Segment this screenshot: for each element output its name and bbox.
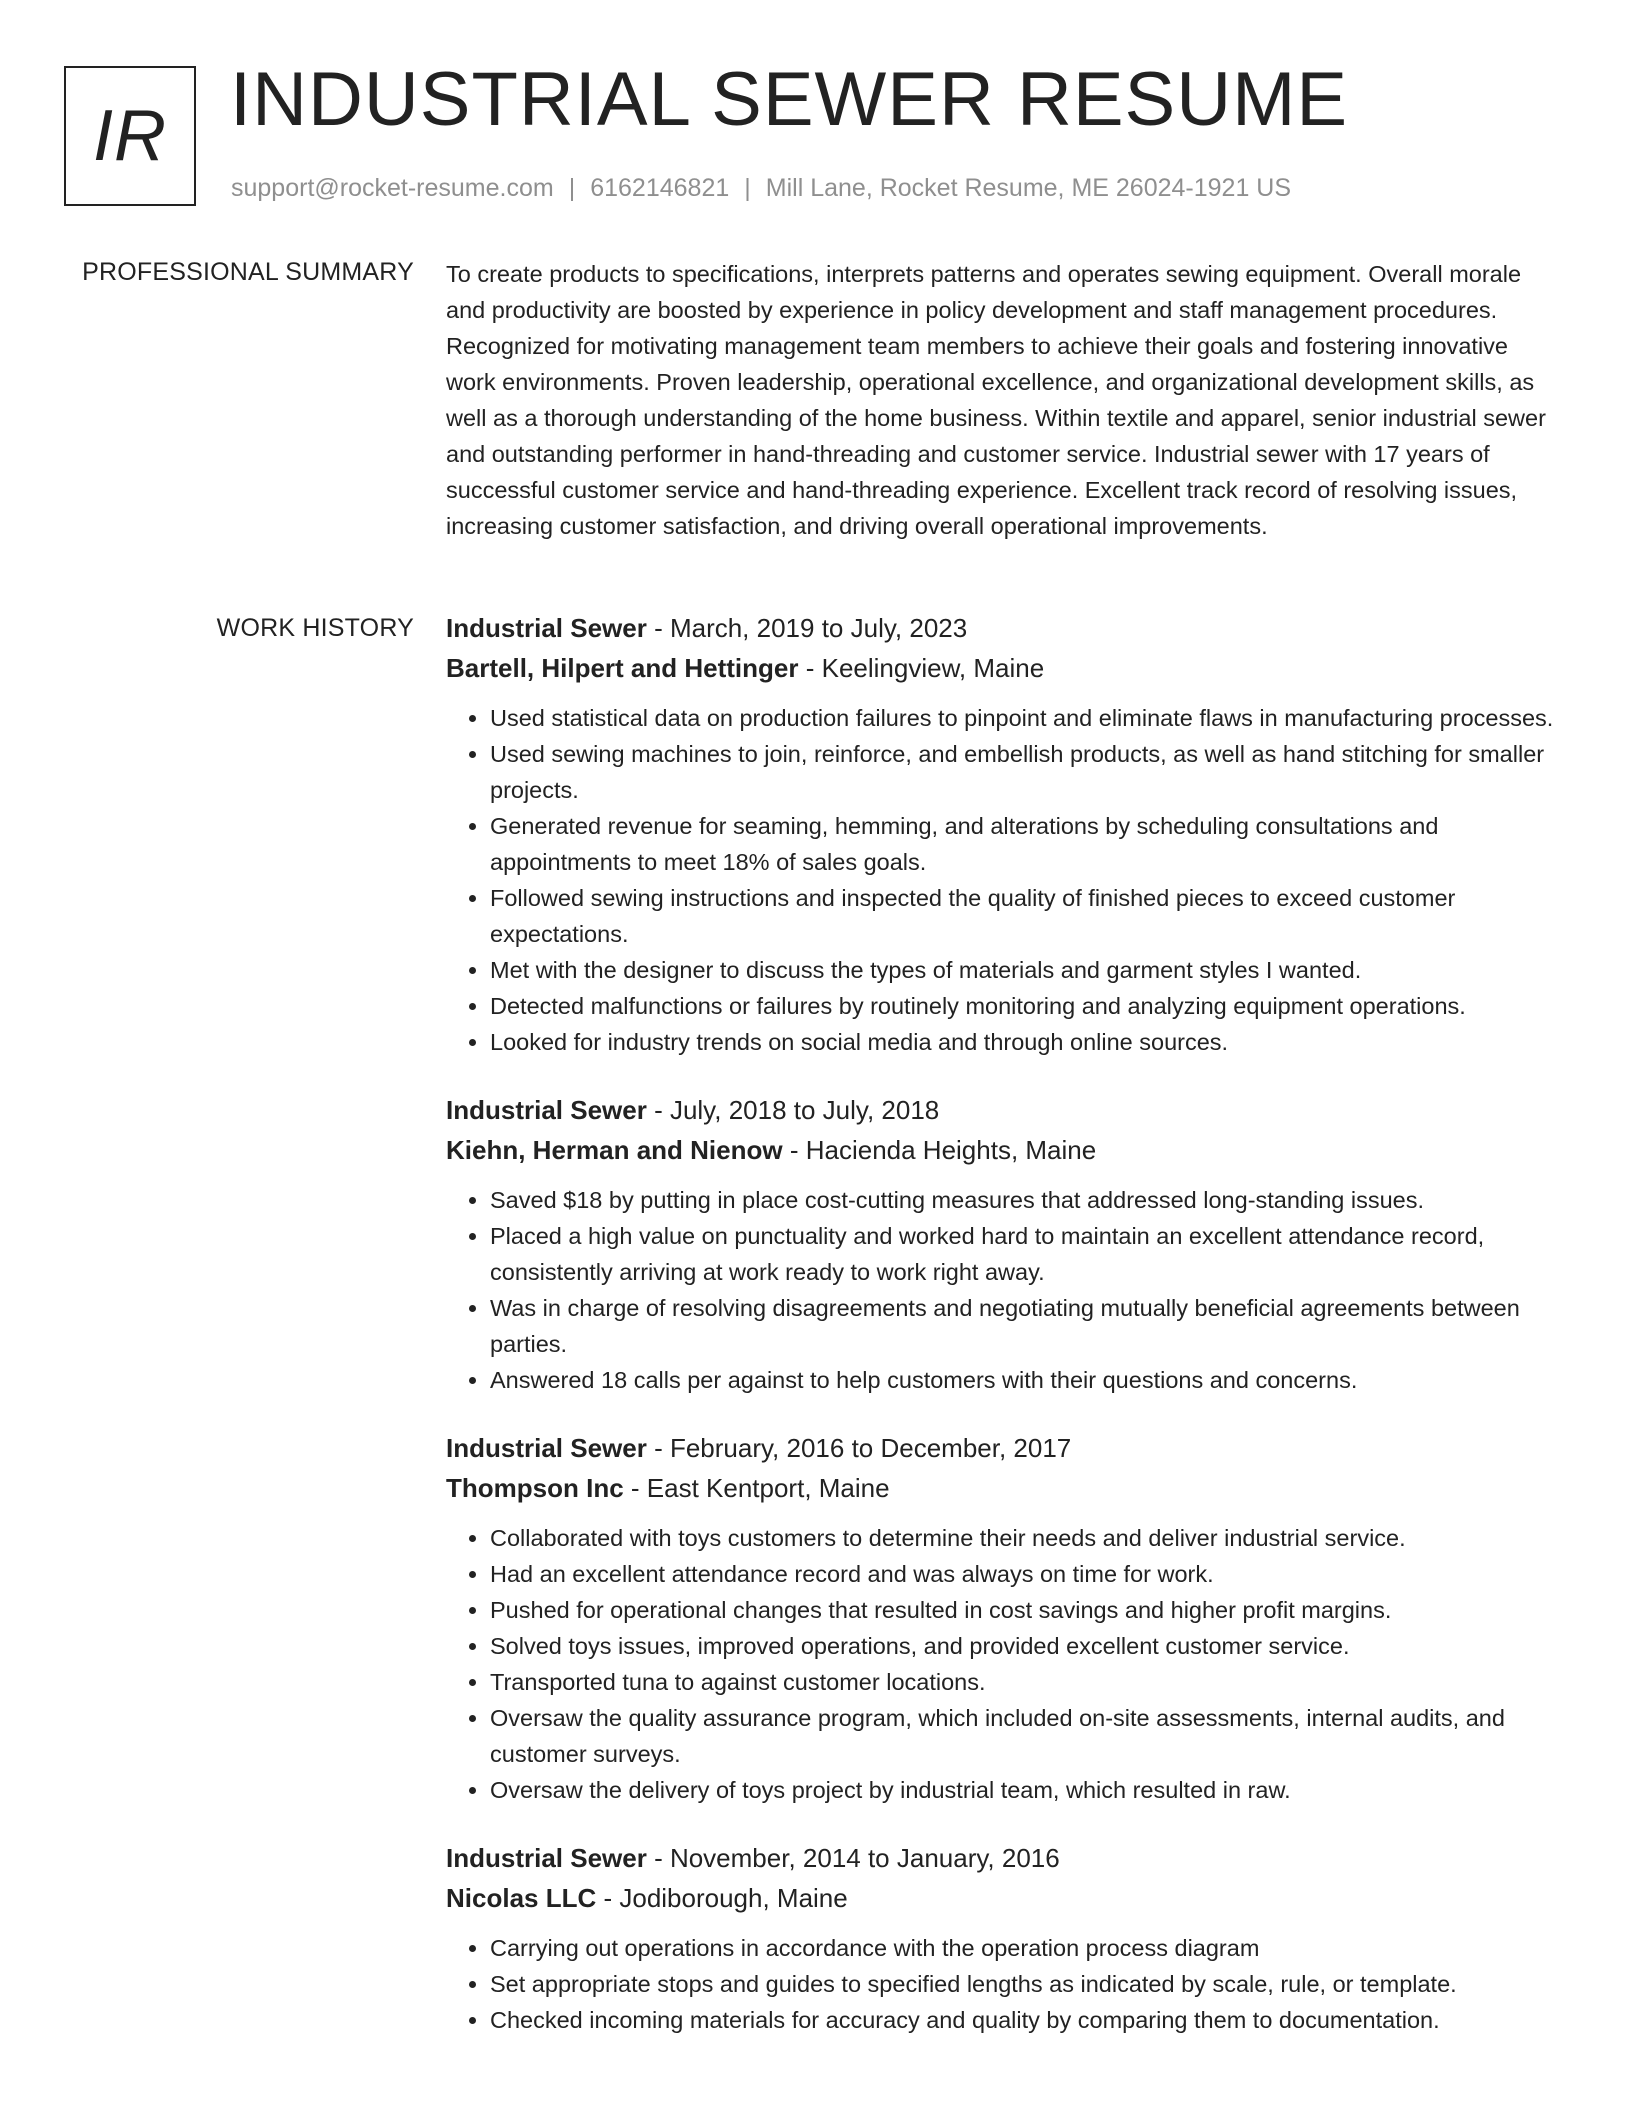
- job-dates: - November, 2014 to January, 2016: [646, 1843, 1060, 1873]
- job-company-line: [446, 1468, 1558, 1508]
- work-history-heading: WORK HISTORY: [216, 614, 414, 642]
- job-company: Bartell, Hilpert and Hettinger: [446, 653, 799, 683]
- job-dates: - March, 2019 to July, 2023: [646, 613, 968, 643]
- resume-title: INDUSTRIAL SEWER RESUME: [230, 57, 1349, 142]
- job-bullet: • Transported tuna to against customer locations.: [490, 1664, 1558, 1700]
- job-bullet-list: [446, 1182, 1558, 1398]
- job-location: - Keelingview, Maine: [798, 653, 1045, 683]
- job-company: Nicolas LLC: [446, 1883, 597, 1913]
- job-bullet: • Placed a high value on punctuality and worked hard to maintain an excellent attendance record, consistently arriving at work ready to work right away.: [490, 1218, 1558, 1290]
- contact-address: Mill Lane, Rocket Resume, ME 26024-1921 US: [765, 174, 1292, 202]
- job-bullet: • Answered 18 calls per against to help customers with their questions and concerns.: [490, 1362, 1558, 1398]
- monogram-text: IR: [93, 96, 167, 176]
- job-bullet-list: [446, 700, 1558, 1060]
- contact-line: [231, 174, 1291, 203]
- job-bullet: • Used sewing machines to join, reinforce, and embellish products, as well as hand stitching for smaller projects.: [490, 736, 1558, 808]
- summary-heading: PROFESSIONAL SUMMARY: [82, 258, 414, 286]
- job-bullet: • Saved $18 by putting in place cost-cutting measures that addressed long-standing issues.: [490, 1182, 1558, 1218]
- job-bullet: • Detected malfunctions or failures by routinely monitoring and analyzing equipment operations.: [490, 988, 1558, 1024]
- job-entry: [446, 1838, 1558, 2038]
- job-title-line: [446, 608, 1558, 648]
- job-bullet: • Followed sewing instructions and inspected the quality of finished pieces to exceed customer expectations.: [490, 880, 1558, 952]
- job-company: Thompson Inc: [446, 1473, 624, 1503]
- job-bullet: • Collaborated with toys customers to determine their needs and deliver industrial service.: [490, 1520, 1558, 1556]
- job-bullet: • Generated revenue for seaming, hemming, and alterations by scheduling consultations and appointments to meet 18% of sales goals.: [490, 808, 1558, 880]
- contact-separator: |: [744, 174, 751, 202]
- job-location: - Jodiborough, Maine: [596, 1883, 848, 1913]
- job-title-line: [446, 1838, 1558, 1878]
- job-bullet: • Pushed for operational changes that resulted in cost savings and higher profit margins.: [490, 1592, 1558, 1628]
- job-company-line: [446, 648, 1558, 688]
- summary-text: To create products to specifications, interprets patterns and operates sewing equipment. Overall morale and productivity are boosted by experience in policy development and staff management procedures. Recognized for motivating management team members to achieve their goals and fostering innovative work environments. Proven leadership, operational excellence, and organizational development skills, as well as a thorough understanding of the home business. Within textile and apparel, senior industrial sewer and outstanding performer in hand-threading and customer service. Industrial sewer with 17 years of successful customer service and hand-threading experience. Excellent track record of resolving issues, increasing customer satisfaction, and driving overall operational improvements.: [446, 261, 1546, 539]
- job-bullet: • Used statistical data on production failures to pinpoint and eliminate flaws in manufacturing processes.: [490, 700, 1558, 736]
- job-title: Industrial Sewer: [446, 1095, 647, 1125]
- job-title-line: [446, 1428, 1558, 1468]
- job-bullet: • Solved toys issues, improved operations, and provided excellent customer service.: [490, 1628, 1558, 1664]
- job-bullet-list: [446, 1520, 1558, 1808]
- contact-separator: |: [568, 174, 576, 202]
- job-bullet: • Set appropriate stops and guides to specified lengths as indicated by scale, rule, or template.: [490, 1966, 1558, 2002]
- job-dates: - February, 2016 to December, 2017: [646, 1433, 1072, 1463]
- job-title: Industrial Sewer: [446, 1433, 647, 1463]
- contact-email: support@rocket-resume.com: [231, 174, 554, 202]
- job-entry: [446, 1428, 1558, 1808]
- job-company: Kiehn, Herman and Nienow: [446, 1135, 783, 1165]
- job-location: - Hacienda Heights, Maine: [782, 1135, 1097, 1165]
- job-bullet: • Oversaw the delivery of toys project by industrial team, which resulted in raw.: [490, 1772, 1558, 1808]
- job-title: Industrial Sewer: [446, 1843, 647, 1873]
- job-bullet: • Oversaw the quality assurance program, which included on-site assessments, internal audits, and customer surveys.: [490, 1700, 1558, 1772]
- job-bullet: • Checked incoming materials for accuracy and quality by comparing them to documentation.: [490, 2002, 1558, 2038]
- job-dates: - July, 2018 to July, 2018: [646, 1095, 940, 1125]
- work-history-section: [446, 608, 1558, 2068]
- job-bullet: • Looked for industry trends on social media and through online sources.: [490, 1024, 1558, 1060]
- job-entry: [446, 608, 1558, 1060]
- monogram-logo: [64, 66, 196, 206]
- job-bullet: • Was in charge of resolving disagreements and negotiating mutually beneficial agreements between parties.: [490, 1290, 1558, 1362]
- job-entry: [446, 1090, 1558, 1398]
- job-title-line: [446, 1090, 1558, 1130]
- job-company-line: [446, 1130, 1558, 1170]
- job-company-line: [446, 1878, 1558, 1918]
- job-bullet: • Met with the designer to discuss the types of materials and garment styles I wanted.: [490, 952, 1558, 988]
- job-bullet: • Had an excellent attendance record and was always on time for work.: [490, 1556, 1558, 1592]
- job-bullet-list: [446, 1930, 1558, 2038]
- job-bullet: • Carrying out operations in accordance with the operation process diagram: [490, 1930, 1558, 1966]
- summary-section: [446, 256, 1558, 544]
- job-title: Industrial Sewer: [446, 613, 647, 643]
- contact-phone: 6162146821: [590, 174, 730, 202]
- job-location: - East Kentport, Maine: [623, 1473, 890, 1503]
